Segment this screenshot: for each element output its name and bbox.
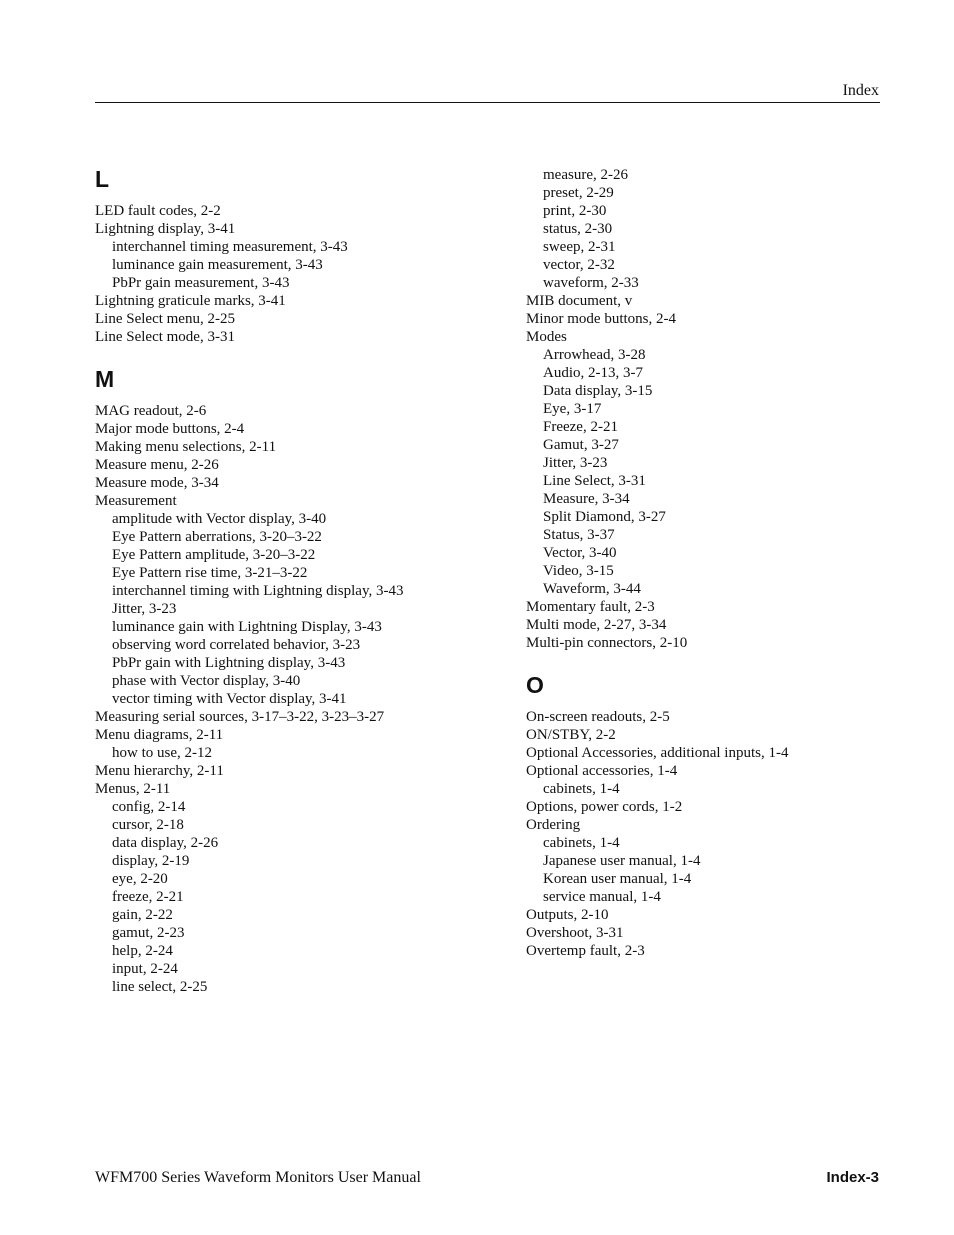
index-subentry: eye, 2-20	[112, 871, 168, 887]
index-subentry: Data display, 3-15	[543, 383, 653, 399]
index-subentry: Korean user manual, 1-4	[543, 871, 692, 887]
index-subentry: Freeze, 2-21	[543, 419, 618, 435]
index-subentry: display, 2-19	[112, 853, 190, 869]
index-entry: Measuring serial sources, 3-17–3-22, 3-23–3-27	[95, 709, 385, 725]
index-entry: Multi mode, 2-27, 3-34	[526, 617, 667, 633]
index-entry: Optional Accessories, additional inputs, 1-4	[526, 745, 789, 761]
index-subentry: Gamut, 3-27	[543, 437, 619, 453]
index-entry: Options, power cords, 1-2	[526, 799, 683, 815]
index-subentry: how to use, 2-12	[112, 745, 212, 761]
index-entry: MIB document, v	[526, 293, 633, 309]
index-entry: Measure mode, 3-34	[95, 475, 219, 491]
index-entry: Momentary fault, 2-3	[526, 599, 655, 615]
footer-manual-title: WFM700 Series Waveform Monitors User Manual	[95, 1169, 421, 1186]
index-subentry: cabinets, 1-4	[543, 835, 620, 851]
section-letter-heading: M	[95, 366, 115, 392]
index-entry: Minor mode buttons, 2-4	[526, 311, 676, 327]
index-entry: MAG readout, 2-6	[95, 403, 207, 419]
footer-page-number: Index-3	[826, 1169, 879, 1186]
index-subentry: PbPr gain with Lightning display, 3-43	[112, 655, 346, 671]
index-subentry: Waveform, 3-44	[543, 581, 641, 597]
index-entry: Lightning graticule marks, 3-41	[95, 293, 286, 309]
section-gap	[95, 346, 495, 366]
index-entry: Line Select mode, 3-31	[95, 329, 235, 345]
index-subentry: preset, 2-29	[543, 185, 614, 201]
index-entry: Menus, 2-11	[95, 781, 171, 797]
index-entry: Modes	[526, 329, 567, 345]
index-entry: Outputs, 2-10	[526, 907, 609, 923]
index-subentry: Eye Pattern aberrations, 3-20–3-22	[112, 529, 322, 545]
header-rule	[95, 102, 880, 103]
index-subentry: waveform, 2-33	[543, 275, 639, 291]
index-subentry: vector timing with Vector display, 3-41	[112, 691, 347, 707]
index-subentry: cabinets, 1-4	[543, 781, 620, 797]
index-entry: Overtemp fault, 2-3	[526, 943, 645, 959]
index-subentry: input, 2-24	[112, 961, 178, 977]
index-subentry: freeze, 2-21	[112, 889, 184, 905]
index-subentry: Japanese user manual, 1-4	[543, 853, 701, 869]
index-subentry: Eye, 3-17	[543, 401, 602, 417]
index-subentry: Eye Pattern rise time, 3-21–3-22	[112, 565, 308, 581]
index-subentry: help, 2-24	[112, 943, 173, 959]
index-subentry: Video, 3-15	[543, 563, 614, 579]
index-subentry: Arrowhead, 3-28	[543, 347, 646, 363]
index-entry: Making menu selections, 2-11	[95, 439, 277, 455]
index-subentry: gain, 2-22	[112, 907, 173, 923]
index-subentry: print, 2-30	[543, 203, 607, 219]
index-subentry: amplitude with Vector display, 3-40	[112, 511, 327, 527]
index-subentry: gamut, 2-23	[112, 925, 185, 941]
index-subentry: Line Select, 3-31	[543, 473, 646, 489]
index-subentry: phase with Vector display, 3-40	[112, 673, 301, 689]
index-column-right	[526, 166, 926, 960]
index-subentry: luminance gain with Lightning Display, 3-43	[112, 619, 382, 635]
index-subentry: luminance gain measurement, 3-43	[112, 257, 323, 273]
index-subentry: PbPr gain measurement, 3-43	[112, 275, 290, 291]
index-subentry: Status, 3-37	[543, 527, 615, 543]
index-subentry: Split Diamond, 3-27	[543, 509, 666, 525]
index-subentry: config, 2-14	[112, 799, 186, 815]
index-entry: Multi-pin connectors, 2-10	[526, 635, 688, 651]
index-subentry: interchannel timing measurement, 3-43	[112, 239, 348, 255]
index-subentry: cursor, 2-18	[112, 817, 184, 833]
index-entry: LED fault codes, 2-2	[95, 203, 221, 219]
index-subentry: data display, 2-26	[112, 835, 219, 851]
index-subentry: status, 2-30	[543, 221, 613, 237]
index-subentry: observing word correlated behavior, 3-23	[112, 637, 361, 653]
index-subentry: Jitter, 3-23	[543, 455, 608, 471]
index-entry: Major mode buttons, 2-4	[95, 421, 245, 437]
index-subentry: line select, 2-25	[112, 979, 208, 995]
index-subentry: Measure, 3-34	[543, 491, 630, 507]
index-entry: Overshoot, 3-31	[526, 925, 624, 941]
index-subentry: Eye Pattern amplitude, 3-20–3-22	[112, 547, 316, 563]
index-entry: On-screen readouts, 2-5	[526, 709, 670, 725]
section-letter-heading: O	[526, 672, 544, 698]
index-subentry: measure, 2-26	[543, 167, 628, 183]
index-subentry: Vector, 3-40	[543, 545, 617, 561]
index-entry: ON/STBY, 2-2	[526, 727, 616, 743]
index-column-left	[95, 166, 495, 996]
index-entry: Ordering	[526, 817, 581, 833]
index-entry: Measure menu, 2-26	[95, 457, 219, 473]
index-subentry: vector, 2-32	[543, 257, 615, 273]
index-subentry: service manual, 1-4	[543, 889, 661, 905]
section-gap	[526, 652, 926, 672]
index-entry: Measurement	[95, 493, 177, 509]
section-letter-heading: L	[95, 166, 110, 192]
index-entry: Optional accessories, 1-4	[526, 763, 678, 779]
index-entry: Menu hierarchy, 2-11	[95, 763, 224, 779]
index-subentry: sweep, 2-31	[543, 239, 616, 255]
index-subentry: interchannel timing with Lightning display, 3-43	[112, 583, 404, 599]
running-header: Index	[842, 82, 879, 99]
index-entry: Lightning display, 3-41	[95, 221, 236, 237]
index-entry: Menu diagrams, 2-11	[95, 727, 224, 743]
index-entry: Line Select menu, 2-25	[95, 311, 235, 327]
index-subentry: Audio, 2-13, 3-7	[543, 365, 643, 381]
index-subentry: Jitter, 3-23	[112, 601, 177, 617]
